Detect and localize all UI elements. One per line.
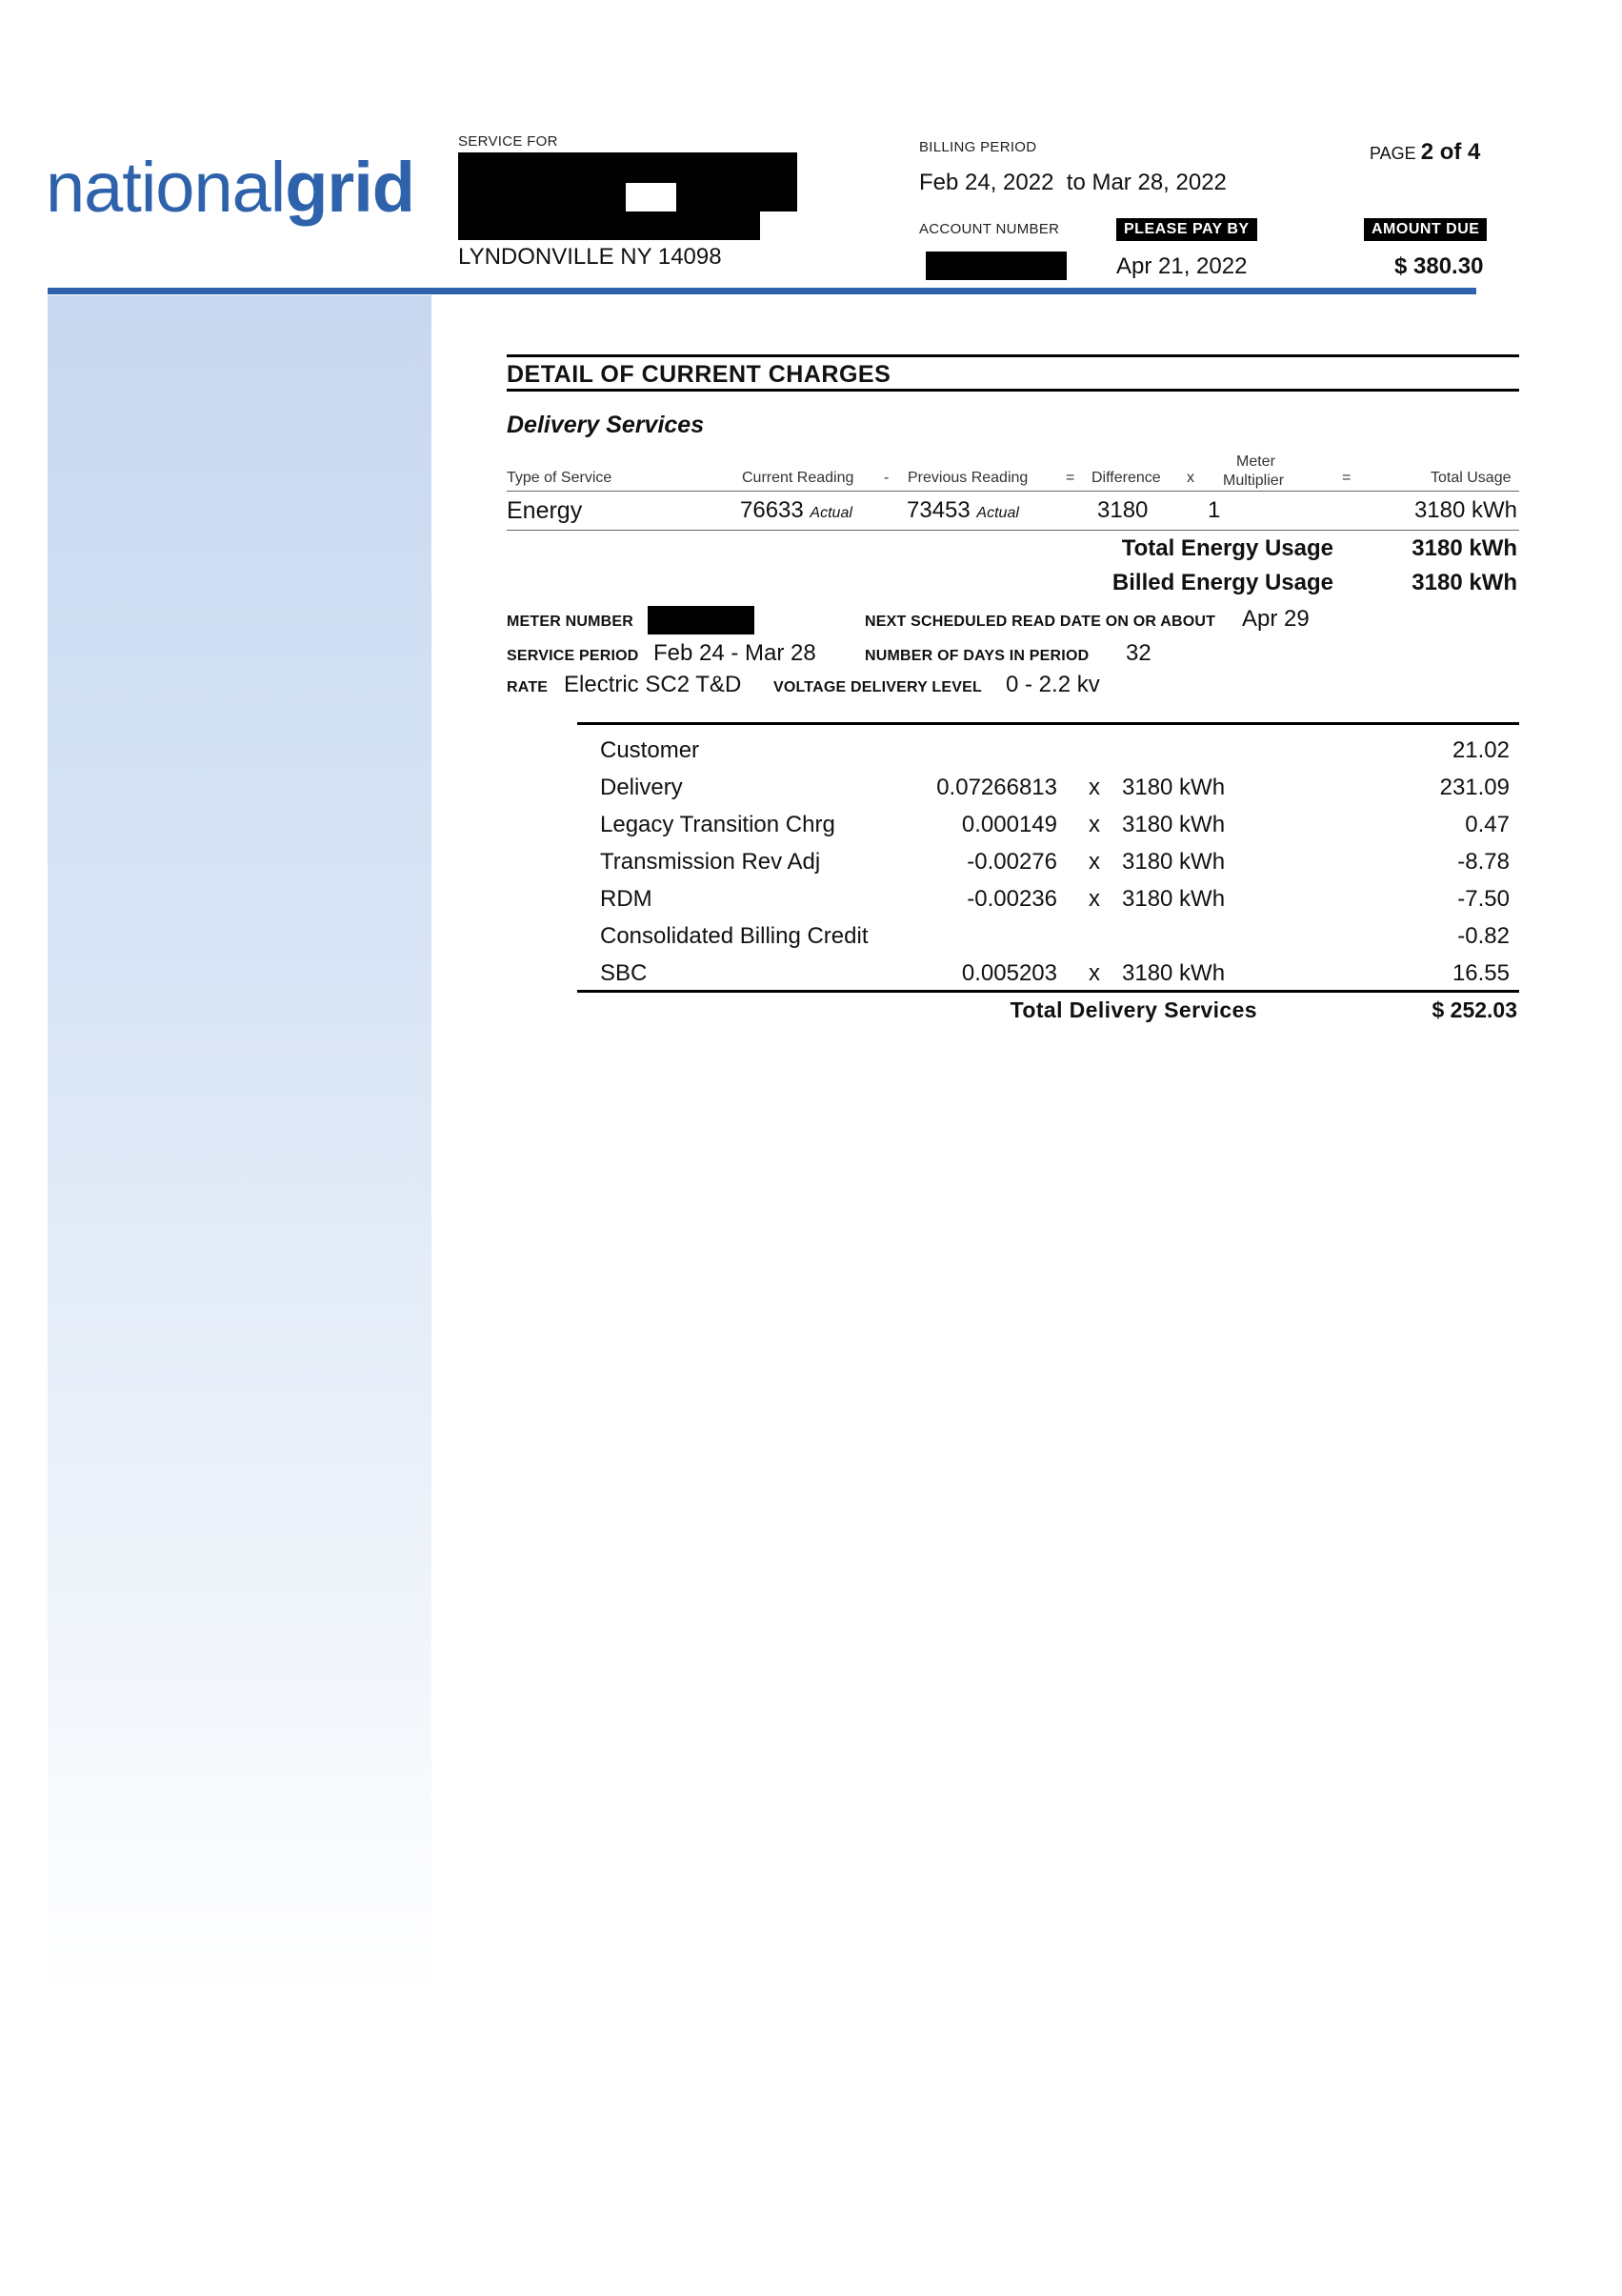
voltage-label: VOLTAGE DELIVERY LEVEL bbox=[773, 679, 982, 695]
sidebar-gradient bbox=[48, 295, 431, 2001]
account-number-label: ACCOUNT NUMBER bbox=[919, 221, 1060, 237]
charge-amount: 0.47 bbox=[1465, 812, 1510, 837]
service-for-label: SERVICE FOR bbox=[458, 133, 558, 150]
charge-name: Consolidated Billing Credit bbox=[600, 923, 869, 949]
charge-row-consolidated-billing-credit bbox=[571, 923, 1514, 959]
col-multiplier: Multiplier bbox=[1223, 473, 1285, 489]
charge-amount: 21.02 bbox=[1452, 737, 1510, 763]
billing-period-value: Feb 24, 2022 to Mar 28, 2022 bbox=[919, 170, 1227, 195]
days-label: NUMBER OF DAYS IN PERIOD bbox=[865, 648, 1090, 664]
charge-rate: 0.07266813 bbox=[936, 775, 1057, 800]
charge-x: x bbox=[1089, 960, 1100, 986]
charge-x: x bbox=[1089, 886, 1100, 912]
charge-name: RDM bbox=[600, 886, 652, 912]
col-total-usage: Total Usage bbox=[1431, 470, 1512, 486]
next-read-label: NEXT SCHEDULED READ DATE ON OR ABOUT bbox=[865, 614, 1216, 630]
days-value: 32 bbox=[1126, 640, 1151, 666]
col-current: Current Reading bbox=[742, 470, 854, 486]
redacted-address-a bbox=[458, 183, 626, 211]
charge-name: SBC bbox=[600, 960, 648, 986]
billed-energy-value: 3180 kWh bbox=[1412, 570, 1517, 595]
charge-x: x bbox=[1089, 849, 1100, 875]
delivery-services-heading: Delivery Services bbox=[507, 412, 705, 438]
col-x: x bbox=[1187, 470, 1194, 486]
page-indicator bbox=[1370, 139, 1480, 166]
next-read-value: Apr 29 bbox=[1242, 606, 1310, 632]
nationalgrid-logo: nationalgrid bbox=[46, 148, 414, 227]
row-rule bbox=[507, 530, 1519, 531]
redacted-address-c bbox=[458, 211, 760, 240]
redacted-name bbox=[458, 152, 797, 183]
charge-rate: -0.00276 bbox=[967, 849, 1057, 875]
meter-number-label: METER NUMBER bbox=[507, 614, 634, 630]
detail-title: DETAIL OF CURRENT CHARGES bbox=[507, 361, 891, 388]
charge-amount: -8.78 bbox=[1457, 849, 1510, 875]
redacted-meter-number bbox=[648, 606, 754, 634]
charge-row-legacy-transition bbox=[571, 812, 1514, 848]
amount-due-value: $ 380.30 bbox=[1394, 253, 1484, 279]
total-delivery-label: Total Delivery Services bbox=[1010, 997, 1257, 1022]
charge-name: Customer bbox=[600, 737, 700, 763]
service-period-value: Feb 24 - Mar 28 bbox=[653, 640, 816, 666]
detail-top-rule bbox=[507, 354, 1519, 357]
total-delivery-value: $ 252.03 bbox=[1432, 997, 1517, 1022]
charge-rate: 0.005203 bbox=[961, 960, 1057, 986]
detail-title-rule bbox=[507, 389, 1519, 392]
col-type: Type of Service bbox=[507, 470, 612, 486]
amount-due-label: AMOUNT DUE bbox=[1364, 218, 1487, 241]
redacted-address-b bbox=[676, 183, 797, 211]
charge-rate: -0.00236 bbox=[967, 886, 1057, 912]
charge-x: x bbox=[1089, 775, 1100, 800]
please-pay-by-value: Apr 21, 2022 bbox=[1116, 253, 1248, 279]
charge-qty: 3180 kWh bbox=[1122, 886, 1226, 912]
billed-energy-label: Billed Energy Usage bbox=[1111, 570, 1333, 595]
charge-amount: 231.09 bbox=[1439, 775, 1510, 800]
charge-amount: 16.55 bbox=[1452, 960, 1510, 986]
row-current bbox=[740, 497, 852, 524]
charge-amount: -7.50 bbox=[1457, 886, 1510, 912]
charge-qty: 3180 kWh bbox=[1122, 960, 1226, 986]
charge-rate: 0.000149 bbox=[961, 812, 1057, 837]
charge-row-delivery bbox=[571, 775, 1514, 811]
row-type: Energy bbox=[507, 497, 583, 524]
row-total-usage: 3180 kWh bbox=[1413, 497, 1517, 523]
charge-row-rdm bbox=[571, 886, 1514, 922]
row-current-flag: Actual bbox=[810, 505, 852, 521]
charge-row-customer bbox=[571, 737, 1514, 774]
row-previous bbox=[907, 497, 1019, 524]
total-energy-value: 3180 kWh bbox=[1412, 535, 1517, 561]
redacted-account-number bbox=[926, 252, 1067, 280]
billing-period-label: BILLING PERIOD bbox=[919, 139, 1037, 155]
row-current-value: 76633 bbox=[740, 497, 804, 523]
col-eq2: = bbox=[1342, 470, 1352, 486]
col-difference: Difference bbox=[1091, 470, 1161, 486]
charge-name: Delivery bbox=[600, 775, 683, 800]
col-meter: Meter bbox=[1236, 453, 1275, 470]
row-previous-value: 73453 bbox=[907, 497, 971, 523]
row-previous-flag: Actual bbox=[976, 505, 1019, 521]
rate-value: Electric SC2 T&D bbox=[564, 672, 742, 697]
col-header-rule bbox=[507, 491, 1519, 492]
service-period-label: SERVICE PERIOD bbox=[507, 648, 639, 664]
total-energy-label: Total Energy Usage bbox=[1121, 535, 1333, 561]
charge-x: x bbox=[1089, 812, 1100, 837]
please-pay-by-label: PLEASE PAY BY bbox=[1116, 218, 1257, 241]
header-rule bbox=[48, 288, 1476, 294]
charge-amount: -0.82 bbox=[1457, 923, 1510, 949]
service-city: LYNDONVILLE NY 14098 bbox=[458, 244, 722, 270]
page-label: PAGE bbox=[1370, 144, 1416, 163]
charge-qty: 3180 kWh bbox=[1122, 849, 1226, 875]
charge-row-transmission-rev-adj bbox=[571, 849, 1514, 885]
charge-qty: 3180 kWh bbox=[1122, 812, 1226, 837]
charge-qty: 3180 kWh bbox=[1122, 775, 1226, 800]
row-difference: 3180 bbox=[1097, 497, 1149, 523]
page-value: 2 of 4 bbox=[1420, 139, 1481, 165]
col-previous: Previous Reading bbox=[908, 470, 1029, 486]
charges-top-rule bbox=[577, 722, 1519, 725]
col-eq1: = bbox=[1066, 470, 1075, 486]
rate-label: RATE bbox=[507, 679, 549, 695]
charge-name: Transmission Rev Adj bbox=[600, 849, 821, 875]
voltage-value: 0 - 2.2 kv bbox=[1006, 672, 1100, 697]
row-multiplier: 1 bbox=[1208, 497, 1221, 523]
charge-name: Legacy Transition Chrg bbox=[600, 812, 835, 837]
col-minus: - bbox=[884, 470, 890, 486]
charges-bottom-rule bbox=[577, 990, 1519, 993]
